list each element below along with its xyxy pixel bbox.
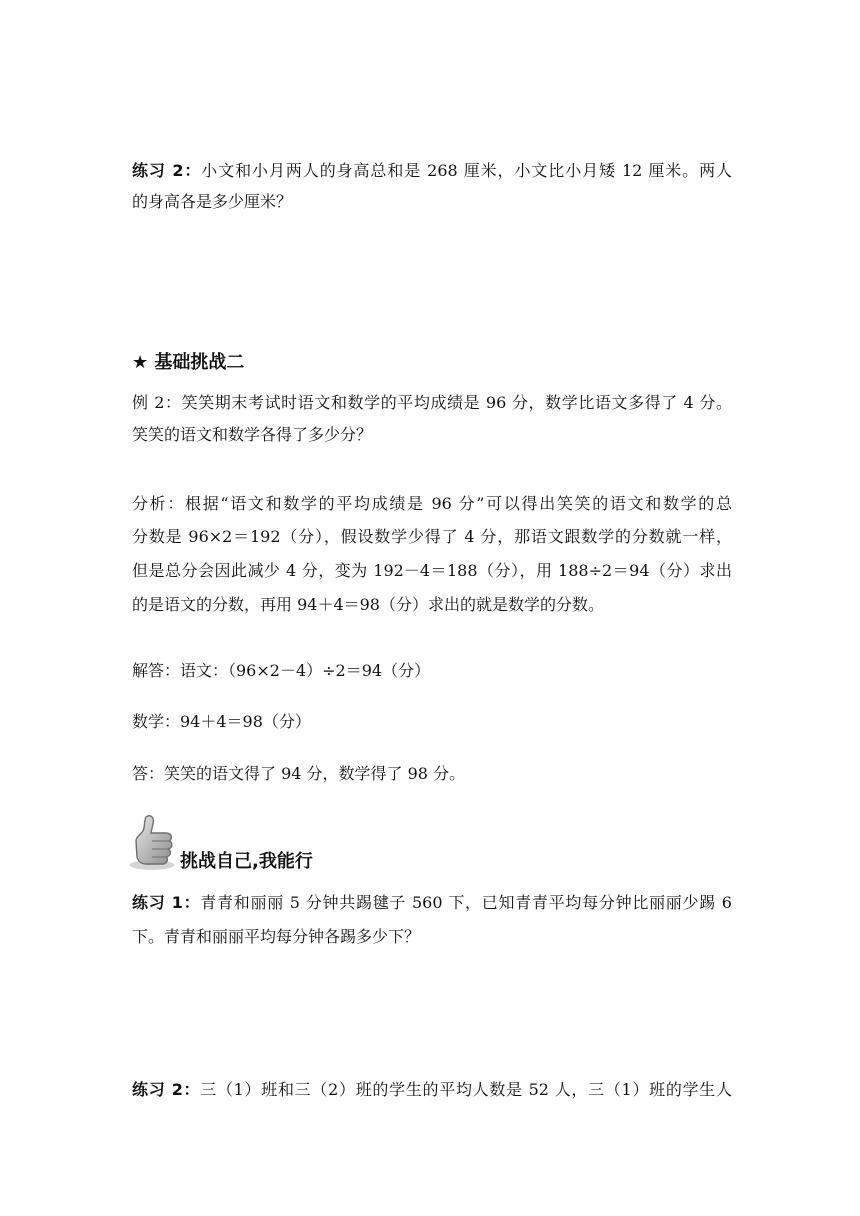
thumbs-up-icon (128, 811, 180, 871)
practice1-label: 练习 1： (132, 893, 201, 912)
practice2-bottom-label: 练习 2： (132, 1080, 201, 1099)
example2-line1: 例 2：笑笑期末考试时语文和数学的平均成绩是 96 分，数学比语文多得了 4 分。 (132, 393, 732, 412)
practice2-bottom-line1: 练习 2：三（1）班和三（2）班的学生的平均人数是 52 人，三（1）班的学生人 (132, 1080, 732, 1099)
section2-title: 基础挑战二 (154, 352, 245, 373)
practice1-line2: 下。青青和丽丽平均每分钟各踢多少下？ (132, 927, 421, 946)
practice1-line1: 练习 1：青青和丽丽 5 分钟共踢毽子 560 下，已知青青平均每分钟比丽丽少踢 6 (132, 893, 732, 912)
practice2-top-label: 练习 2： (132, 161, 202, 180)
practice2-top-line1: 练习 2：小文和小月两人的身高总和是 268 厘米，小文比小月矮 12 厘米。两人 (132, 161, 732, 180)
analysis-line2: 分数是 96×2＝192（分），假设数学少得了 4 分，那语文跟数学的分数就一样， (132, 527, 732, 546)
analysis-line1: 分析：根据“语文和数学的平均成绩是 96 分”可以得出笑笑的语文和数学的总 (132, 494, 732, 513)
example2-line2: 笑笑的语文和数学各得了多少分？ (132, 425, 373, 444)
answer-line: 答：笑笑的语文得了 94 分，数学得了 98 分。 (132, 764, 466, 783)
math-line: 数学：94＋4＝98（分） (132, 712, 311, 731)
star-icon: ★ (132, 352, 149, 373)
practice2-top-line2: 的身高各是多少厘米？ (132, 192, 293, 211)
challenge-title: 挑战自己,我能行 (180, 851, 313, 872)
section2-heading (132, 354, 244, 372)
analysis-line3: 但是总分会因此减少 4 分，变为 192－4＝188（分），用 188÷2＝94（分）求出 (132, 561, 732, 580)
analysis-line4: 的是语文的分数，再用 94＋4＝98（分）求出的就是数学的分数。 (132, 595, 604, 614)
solution-line: 解答：语文：（96×2－4）÷2＝94（分） (132, 661, 431, 680)
